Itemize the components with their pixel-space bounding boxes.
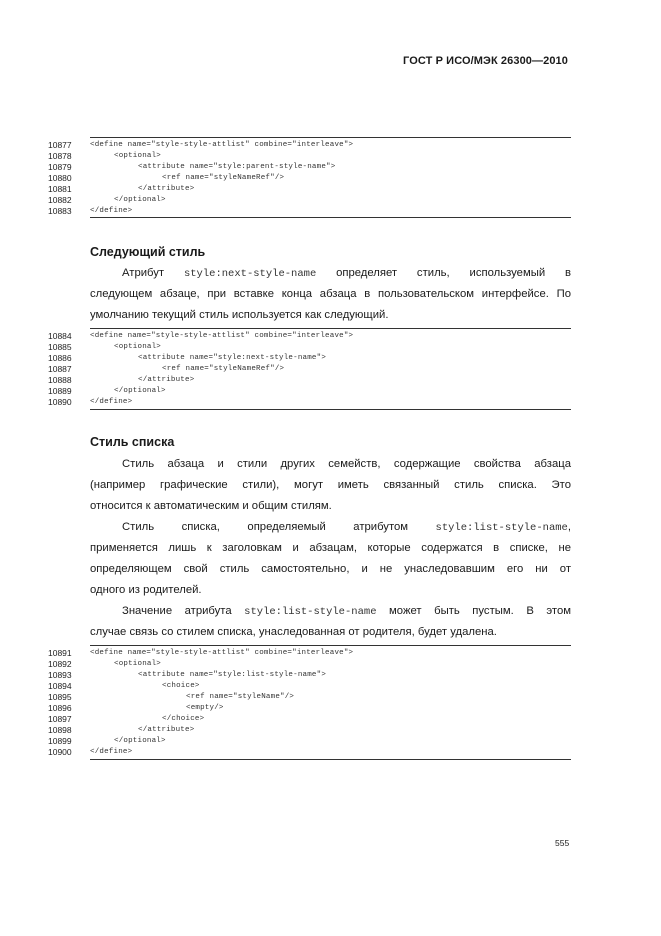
rule-bottom (90, 217, 571, 218)
code-line (0, 184, 661, 195)
line-number: 10895 (48, 692, 72, 702)
code-text: <attribute name="style:parent-style-name"> (138, 163, 336, 171)
rule-bottom (90, 759, 571, 760)
line-number: 10879 (48, 162, 72, 172)
code-text: <optional> (114, 343, 162, 351)
section-heading-next-style: Следующий стиль (90, 245, 206, 259)
code-text: <define name="style-style-attlist" combine="interleave"> (90, 332, 354, 340)
paragraph-list-style-2 (90, 517, 571, 601)
line-number: 10896 (48, 703, 72, 713)
code-text: <optional> (114, 152, 162, 160)
line-number: 10877 (48, 140, 72, 150)
rule-top (90, 137, 571, 138)
code-line (0, 331, 661, 342)
text-line: Стиль абзаца и стили других семейств, содержащие свойства абзаца (122, 458, 571, 470)
text-line: Атрибут style:next-style-name определяет стиль, используемый в (122, 267, 571, 280)
document-header: ГОСТ Р ИСО/МЭК 26300—2010 (403, 55, 568, 67)
code-line (0, 648, 661, 659)
code-line (0, 173, 661, 184)
code-text: </choice> (162, 715, 205, 723)
text-line: (например графические стили), могут иметь связанный стиль списка. Это (90, 479, 571, 491)
inline-code: style:list-style-name (244, 606, 377, 618)
code-line (0, 140, 661, 151)
line-number: 10887 (48, 364, 72, 374)
code-line (0, 397, 661, 408)
code-line (0, 692, 661, 703)
page-number: 555 (555, 838, 570, 848)
code-line (0, 736, 661, 747)
line-number: 10898 (48, 725, 72, 735)
text-line: определяющем свой стиль самостоятельно, и не унаследовавшим его ни от (90, 563, 571, 575)
line-number: 10885 (48, 342, 72, 352)
code-line (0, 670, 661, 681)
rule-top (90, 645, 571, 646)
line-number: 10880 (48, 173, 72, 183)
code-text: <attribute name="style:list-style-name"> (138, 671, 327, 679)
code-line (0, 681, 661, 692)
code-line (0, 714, 661, 725)
line-number: 10888 (48, 375, 72, 385)
paragraph-next-style (90, 263, 571, 326)
text-line: Стиль списка, определяемый атрибутом style:list-style-name, (122, 521, 571, 534)
code-line (0, 364, 661, 375)
line-number: 10899 (48, 736, 72, 746)
code-line (0, 353, 661, 364)
code-text: <optional> (114, 660, 162, 668)
code-text: </attribute> (138, 185, 195, 193)
code-text: </define> (90, 207, 133, 215)
code-line (0, 151, 661, 162)
rule-top (90, 328, 571, 329)
code-text: </attribute> (138, 726, 195, 734)
line-number: 10884 (48, 331, 72, 341)
code-text: </optional> (114, 737, 166, 745)
code-text: <define name="style-style-attlist" combine="interleave"> (90, 649, 354, 657)
code-line (0, 703, 661, 714)
code-line (0, 386, 661, 397)
text-line: Значение атрибута style:list-style-name может быть пустым. В этом (122, 605, 571, 618)
text-line: следующем абзаце, при вставке конца абзаца в пользовательском интерфейсе. По (90, 288, 571, 300)
line-number: 10900 (48, 747, 72, 757)
code-line (0, 747, 661, 758)
code-line (0, 659, 661, 670)
line-number: 10881 (48, 184, 72, 194)
text-line: относится к автоматическим и общим стилям. (90, 500, 332, 512)
code-text: </attribute> (138, 376, 195, 384)
code-text: <attribute name="style:next-style-name"> (138, 354, 327, 362)
line-number: 10878 (48, 151, 72, 161)
line-number: 10882 (48, 195, 72, 205)
code-line (0, 206, 661, 217)
text-line: умолчанию текущий стиль используется как следующий. (90, 309, 389, 321)
text-line: одного из родителей. (90, 584, 202, 596)
text-line: случае связь со стилем списка, унаследованная от родителя, будет удалена. (90, 626, 497, 638)
rule-bottom (90, 409, 571, 410)
line-number: 10889 (48, 386, 72, 396)
line-number: 10886 (48, 353, 72, 363)
code-line (0, 725, 661, 736)
section-heading-list-style: Стиль списка (90, 435, 175, 449)
line-number: 10892 (48, 659, 72, 669)
line-number: 10891 (48, 648, 72, 658)
text-line: применяется лишь к заголовкам и абзацам, которые содержатся в списке, не (90, 542, 571, 554)
code-line (0, 375, 661, 386)
code-line (0, 162, 661, 173)
code-text: </optional> (114, 387, 166, 395)
line-number: 10883 (48, 206, 72, 216)
inline-code: style:next-style-name (183, 268, 317, 280)
code-text: <choice> (162, 682, 200, 690)
code-text: </define> (90, 398, 133, 406)
line-number: 10894 (48, 681, 72, 691)
code-text: </optional> (114, 196, 166, 204)
line-number: 10897 (48, 714, 72, 724)
code-line (0, 195, 661, 206)
paragraph-list-style-3 (90, 601, 571, 643)
line-number: 10890 (48, 397, 72, 407)
line-number: 10893 (48, 670, 72, 680)
paragraph-list-style-1 (90, 454, 571, 517)
code-text: <empty/> (186, 704, 224, 712)
code-text: <ref name="styleNameRef"/> (162, 174, 285, 182)
code-text: <ref name="styleName"/> (186, 693, 295, 701)
code-line (0, 342, 661, 353)
code-text: <define name="style-style-attlist" combine="interleave"> (90, 141, 354, 149)
code-text: </define> (90, 748, 133, 756)
code-text: <ref name="styleNameRef"/> (162, 365, 285, 373)
inline-code: style:list-style-name (435, 522, 568, 534)
